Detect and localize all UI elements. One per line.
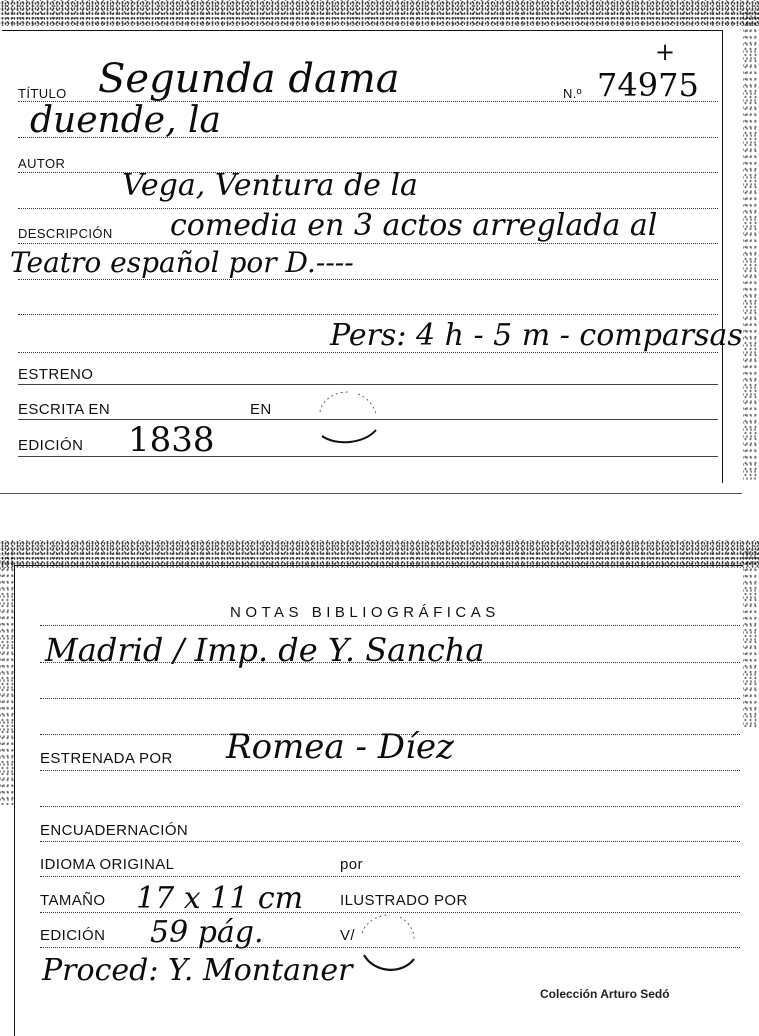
- ruled-line: [18, 456, 718, 457]
- ruled-line: [40, 662, 740, 663]
- encuadernacion-label: ENCUADERNACIÓN: [40, 822, 189, 839]
- tamano-value: 17 x 11 cm: [136, 881, 304, 916]
- ruled-line: [18, 352, 718, 353]
- autor-label: AUTOR: [18, 156, 66, 171]
- idioma-original-label: IDIOMA ORIGINAL: [40, 856, 175, 873]
- collection-credit: Colección Arturo Sedó: [540, 987, 670, 1001]
- estrenada-por-value: Romea - Díez: [226, 727, 454, 767]
- descripcion-value-line1: comedia en 3 actos arreglada al: [170, 208, 658, 243]
- ruled-line: [40, 876, 740, 877]
- estrenada-por-label: ESTRENADA POR: [40, 750, 173, 767]
- titulo-value-continued: duende, la: [30, 100, 221, 141]
- punch-hole-stamp: [312, 386, 384, 446]
- scan-edge-noise: [743, 549, 757, 729]
- ruled-line: [18, 279, 718, 280]
- edicion-label: EDICIÓN: [40, 927, 106, 944]
- catalog-card-main: [0, 0, 759, 495]
- procedencia-value: Proced: Y. Montaner: [42, 953, 353, 988]
- ruled-line: [18, 314, 718, 315]
- ruled-line: [18, 384, 718, 385]
- por-label: por: [340, 856, 363, 873]
- descripcion-value-line2: Teatro español por D.----: [10, 246, 354, 279]
- numero-label: N.º: [563, 86, 582, 101]
- ruled-line: [18, 243, 718, 244]
- numero-mark: +: [655, 38, 676, 66]
- scan-edge-noise: [0, 555, 14, 805]
- ruled-line: [40, 841, 740, 842]
- autor-value: Vega, Ventura de la: [122, 168, 418, 203]
- ruled-line: [40, 806, 740, 807]
- ilustrado-por-label: ILUSTRADO POR: [340, 892, 468, 909]
- edicion-value: 59 pág.: [150, 915, 264, 950]
- card-separator: [0, 493, 742, 494]
- descripcion-label: DESCRIPCIÓN: [18, 226, 113, 241]
- v-label: V/: [340, 927, 355, 944]
- tamano-label: TAMAÑO: [40, 892, 106, 909]
- escrita-en-label: ESCRITA EN: [18, 401, 111, 418]
- scan-edge-noise: [743, 10, 757, 480]
- catalog-card-bibliographic: [0, 535, 759, 1028]
- ruled-line: [40, 625, 740, 626]
- scan-edge-noise: [0, 540, 759, 568]
- titulo-label: TÍTULO: [18, 86, 67, 101]
- ruled-line: [40, 770, 740, 771]
- notas-bibliograficas-value: Madrid / Imp. de Y. Sancha: [45, 631, 485, 669]
- punch-hole-stamp: [352, 911, 422, 975]
- scan-edge-noise: [0, 0, 759, 26]
- descripcion-value-line3: Pers: 4 h - 5 m - comparsas: [330, 318, 743, 353]
- edicion-value: 1838: [128, 420, 215, 460]
- ruled-line: [40, 698, 740, 699]
- numero-value: 74975: [597, 66, 699, 104]
- en-label: EN: [250, 401, 272, 418]
- estreno-label: ESTRENO: [18, 366, 94, 383]
- ruled-line: [18, 137, 718, 138]
- titulo-value: Segunda dama: [98, 56, 400, 102]
- notas-bibliograficas-title: NOTAS BIBLIOGRÁFICAS: [230, 604, 500, 621]
- edicion-label: EDICIÓN: [18, 437, 84, 454]
